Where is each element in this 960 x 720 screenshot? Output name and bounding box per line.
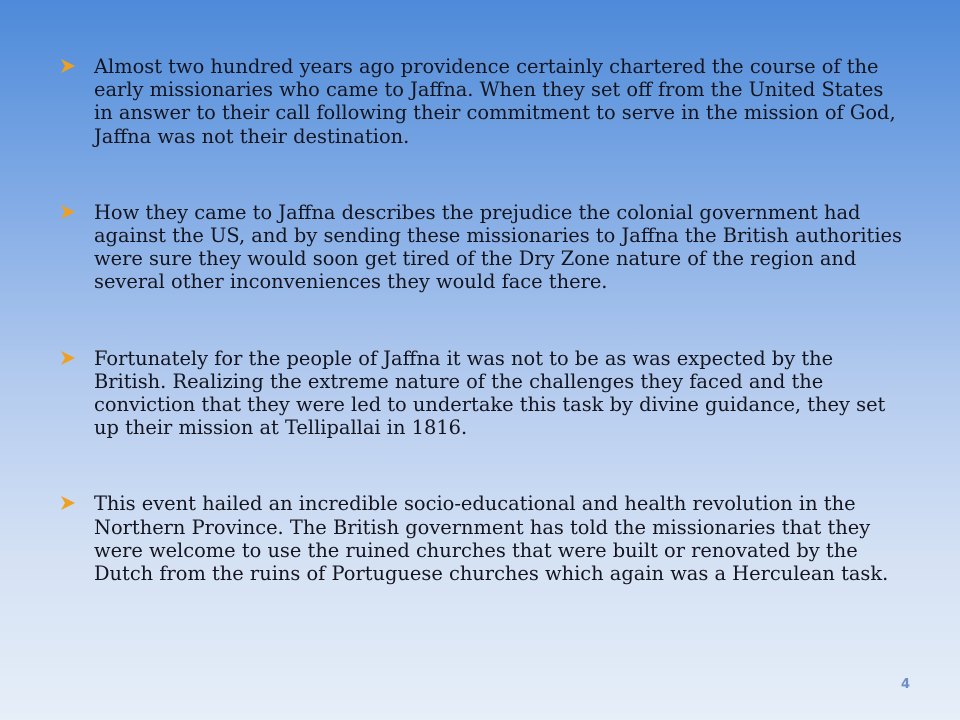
arrow-bullet-icon <box>59 57 77 75</box>
bullet-text: This event hailed an incredible socio-educational and health revolution in the Northern Province. The British government has told the missionaries that they were welcome to use the ruined churches that were built or renovated by the Dutch from the ruins of Portuguese churches which again was a Herculean task. <box>94 492 889 586</box>
bullet-list <box>58 55 908 585</box>
bullet-item <box>58 347 908 440</box>
bullet-item <box>58 55 908 148</box>
bullet-text: How they came to Jaffna describes the prejudice the colonial government had against the US, and by sending these missionaries to Jaffna the British authorities were sure they would soon get tired of the Dry Zone nature of the region and several other inconveniences they would face there. <box>94 200 902 294</box>
bullet-text: Fortunately for the people of Jaffna it was not to be as was expected by the British. Realizing the extreme nature of the challenges they faced and the conviction that they were led to undertake this task by divine guidance, they set up their mission at Tellipallai in 1816. <box>94 346 886 440</box>
arrow-bullet-icon <box>59 203 77 221</box>
bullet-text: Almost two hundred years ago providence certainly chartered the course of the early missionaries who came to Jaffna. When they set off from the United States in answer to their call following their commitment to serve in the mission of God, Jaffna was not their destination. <box>94 55 896 148</box>
bullet-item <box>58 201 908 294</box>
arrow-bullet-icon <box>59 349 77 367</box>
page-number: 4 <box>900 677 910 692</box>
arrow-bullet-icon <box>59 494 77 512</box>
bullet-item <box>58 492 908 585</box>
